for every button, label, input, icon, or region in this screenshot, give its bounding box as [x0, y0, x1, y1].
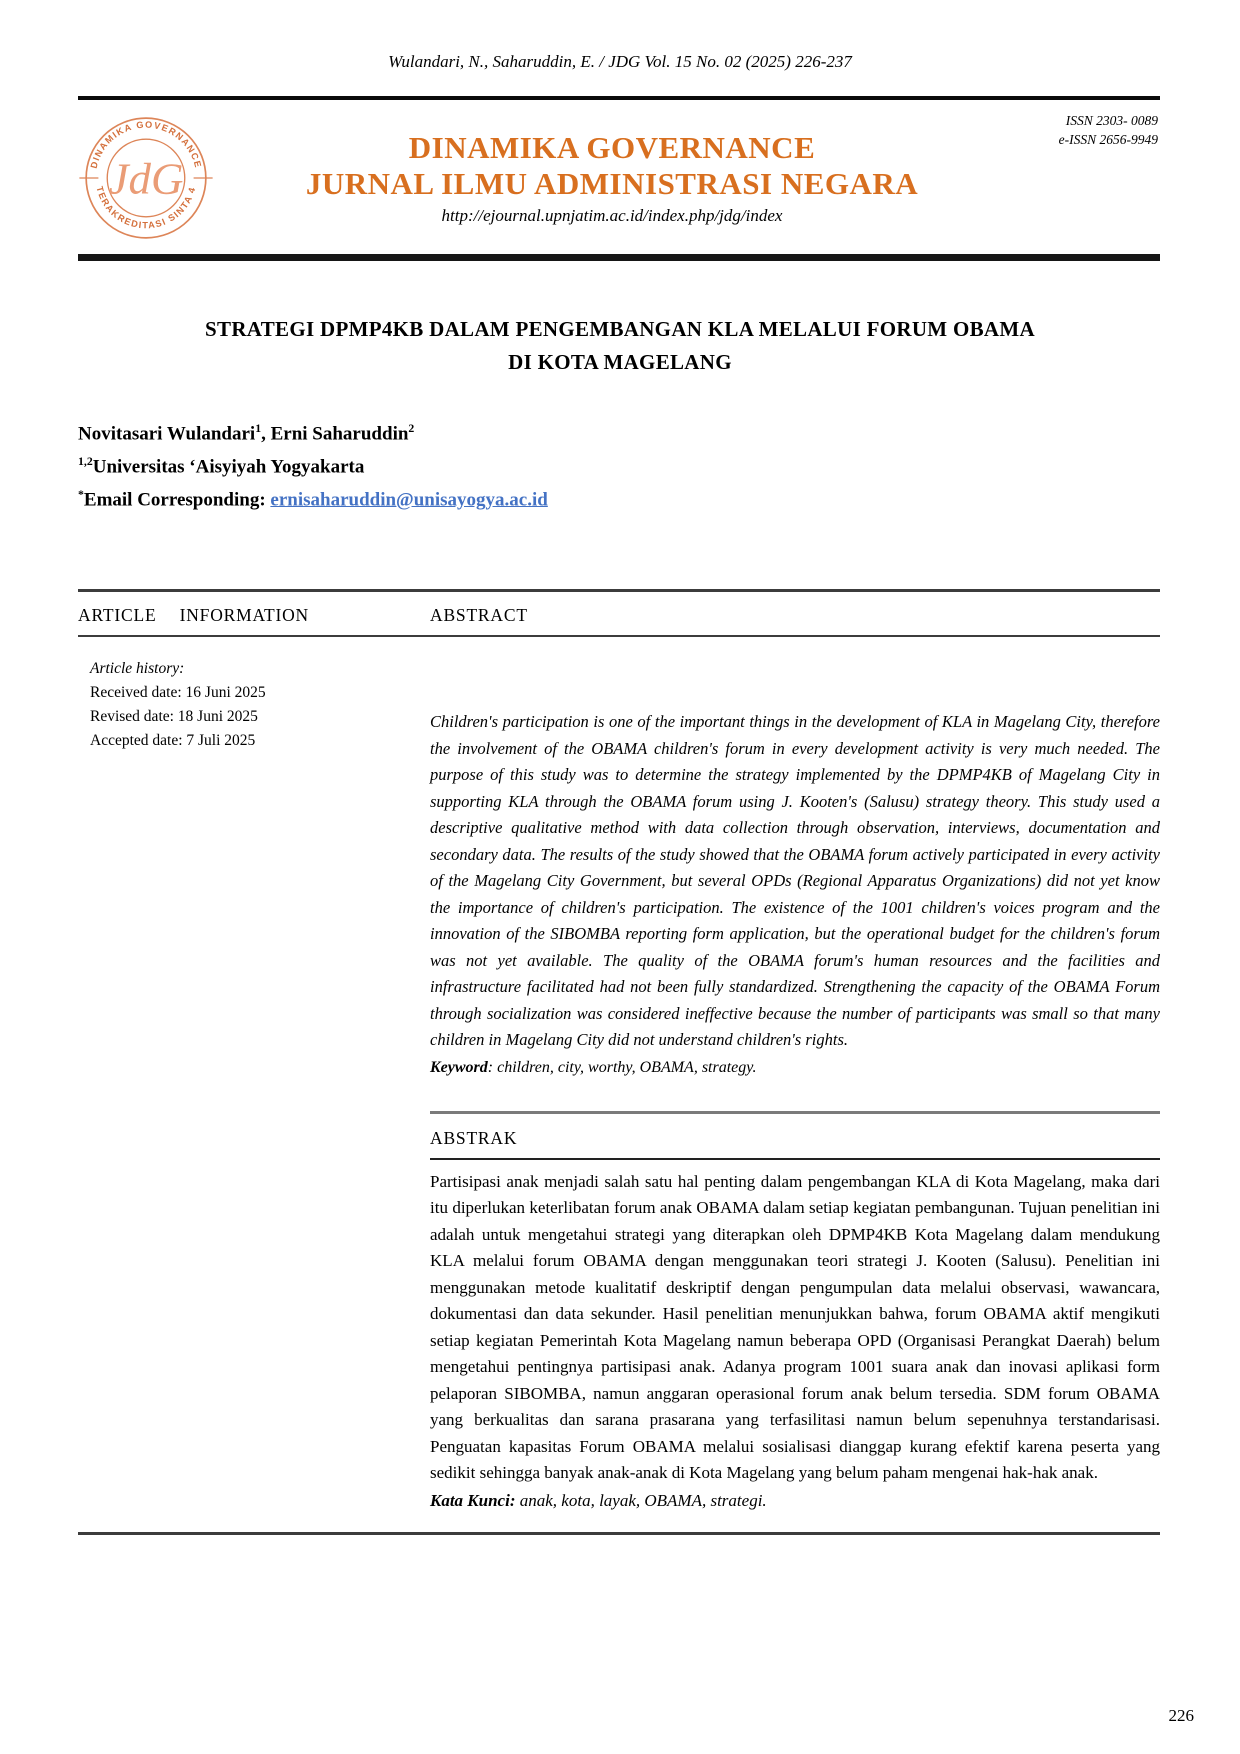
kata-kunci-line	[430, 1487, 1160, 1514]
journal-name-line1: DINAMIKA GOVERNANCE	[408, 130, 816, 166]
article-title-line1: STRATEGI DPMP4KB DALAM PENGEMBANGAN KLA MELALUI FORUM OBAMA	[205, 317, 1035, 341]
banner-rule	[78, 254, 1160, 261]
author-2-sup: 2	[408, 422, 415, 435]
article-info-table	[78, 589, 1160, 1535]
logo-monogram: JdG	[108, 153, 184, 204]
author-2-name: Erni Saharuddin	[270, 423, 409, 445]
abstrak-header: ABSTRAK	[430, 1127, 518, 1148]
issn-block	[1059, 112, 1158, 150]
journal-logo-icon	[78, 110, 214, 246]
kata-kunci-values: anak, kota, layak, OBAMA, strategi.	[519, 1490, 767, 1510]
affiliation	[78, 448, 1160, 481]
journal-url: http://ejournal.upnjatim.ac.id/index.php/jdg/index	[441, 205, 783, 225]
email-label: Email Corresponding:	[83, 488, 271, 510]
author-1-name: Novitasari Wulandari	[78, 423, 256, 445]
keyword-label: Keyword	[430, 1058, 488, 1076]
journal-banner	[78, 110, 1160, 246]
affiliation-text: Universitas ‘Aisyiyah Yogyakarta	[92, 456, 365, 478]
kata-kunci-label: Kata Kunci:	[430, 1490, 520, 1510]
revised-date: Revised date: 18 Juni 2025	[90, 708, 258, 726]
issn-electronic: e-ISSN 2656-9949	[1058, 131, 1158, 147]
table-bottom-rule	[78, 1532, 1160, 1535]
logo-top-arc-text: DINAMIKA GOVERNANCE	[88, 119, 204, 170]
article-title	[90, 313, 1150, 379]
author-separator: ,	[261, 423, 271, 445]
abstrak-bottom-rule	[430, 1158, 1160, 1160]
issn-print: ISSN 2303- 0089	[1065, 113, 1158, 128]
received-date: Received date: 16 Juni 2025	[90, 684, 266, 702]
abstract-column	[430, 637, 1160, 1514]
keyword-line	[430, 1054, 1160, 1081]
author-1-sup: 1	[255, 422, 262, 435]
table-header-row	[78, 592, 1160, 635]
logo-bottom-arc-text: TERAKREDITASI SINTA 4	[94, 185, 198, 231]
article-history-column	[78, 637, 430, 1514]
journal-title-block	[214, 130, 1160, 226]
abstract-english-text: Children's participation is one of the important things in the development of KLA in Magelang City, therefore the involvement of the OBAMA children's forum in every development activity is very much needed. The purpose of this study was to determine the strategy implemented by the DPMP4KB of Magelang City in supporting KLA through the OBAMA forum using J. Kooten's (Salusu) strategy theory. This study used a descriptive qualitative method with data collection through observation, interviews, documentation and secondary data. The results of the study showed that the OBAMA forum actively participated in every activity of the Magelang City Government, but several OPDs (Regional Apparatus Organizations) did not yet know the importance of children's participation. The existence of the 1001 children's voices program and the innovation of the SIBOMBA reporting form application, but the operational budget for the children's forum was not yet available. The quality of the OBAMA forum's human resources and the facilities and infrastructure facilitated had not been fully standardized. Strengthening the capacity of the OBAMA Forum through socialization was considered ineffective because the number of participants was small so that many children in Magelang City did not understand children's rights.	[430, 712, 1160, 1050]
keyword-values: : children, city, worthy, OBAMA, strategy.	[487, 1058, 757, 1076]
article-title-line2: DI KOTA MAGELANG	[508, 350, 732, 374]
email-corresponding-line	[78, 481, 1160, 514]
accepted-date: Accepted date: 7 Juli 2025	[90, 732, 256, 750]
article-history-label: Article history:	[90, 660, 185, 678]
header-rule	[78, 96, 1160, 100]
author-names	[78, 415, 1160, 448]
page-number: 226	[1168, 1706, 1194, 1725]
article-information-header: ARTICLE INFORMATION	[78, 605, 309, 626]
running-head: Wulandari, N., Saharuddin, E. / JDG Vol. 15 No. 02 (2025) 226-237	[388, 52, 852, 71]
authors-block	[78, 415, 1160, 513]
email-sup: *	[78, 487, 84, 501]
affiliation-sup: 1,2	[78, 454, 93, 468]
abstract-indonesian-text: Partisipasi anak menjadi salah satu hal penting dalam pengembangan KLA di Kota Magelang, maka dari itu diperlukan keterlibatan forum anak OBAMA dalam setiap kegiatan pembangunan. Tujuan penelitian ini adalah untuk mengetahui strategi yang diterapkan oleh DPMP4KB Kota Magelang dalam mendukung KLA melalui forum OBAMA dengan menggunakan teori strategi J. Kooten (Salusu). Penelitian ini menggunakan metode kualitatif deskriptif dengan pengumpulan data melalui observasi, wawancara, dokumentasi dan data sekunder. Hasil penelitian menunjukkan bahwa, forum OBAMA aktif mengikuti setiap kegiatan Pemerintah Kota Magelang namun beberapa OPD (Organisasi Perangkat Daerah) belum mengetahui pentingnya partisipasi anak. Adanya program 1001 suara anak dan inovasi aplikasi form pelaporan SIBOMBA, namun anggaran operasional forum anak belum tersedia. SDM forum OBAMA yang berkualitas dan sarana prasarana yang terfasilitasi namun belum sepenuhnya terstandarisasi. Penguatan kapasitas Forum OBAMA melalui sosialisasi dianggap kurang efektif karena peserta yang sedikit sehingga banyak anak-anak di Kota Magelang yang belum paham mengenai hak-hak anak.	[430, 1171, 1160, 1483]
table-body-row	[78, 637, 1160, 1514]
abstract-header: ABSTRACT	[430, 605, 528, 626]
journal-name-line2: JURNAL ILMU ADMINISTRASI NEGARA	[305, 166, 919, 201]
email-link[interactable]: ernisaharuddin@unisayogya.ac.id	[270, 488, 548, 510]
